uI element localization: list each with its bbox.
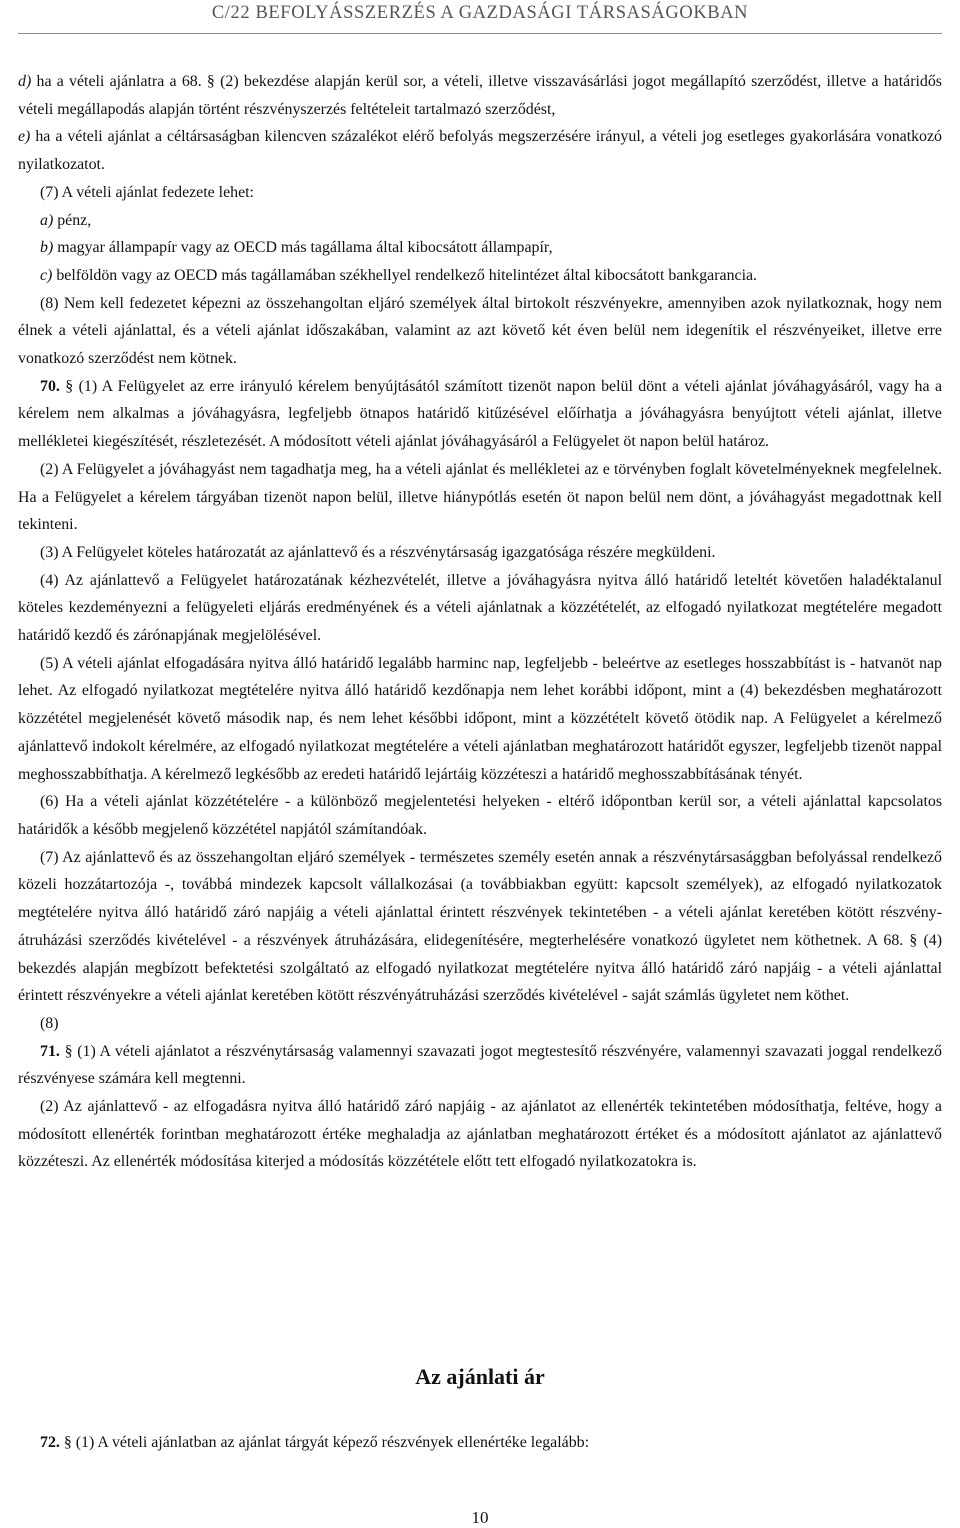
paragraph-text: magyar állampapír vagy az OECD más tagállama által kibocsátott állampapír, bbox=[53, 239, 553, 257]
header-rule bbox=[18, 33, 942, 34]
paragraph-text: (7) A vételi ajánlat fedezete lehet: bbox=[40, 183, 254, 201]
paragraph-text: (2) Az ajánlattevő - az elfogadásra nyitva álló határidő záró napjáig - az ajánlatot az ellenérték tekintetében módosíthatja, feltéve, hogy a módosított ellenérték forintban meghatározott értéke meghaladja az ajánlatban meghatározott értéket és a módosított ajánlatot az ajánlattevő közzéteszi. Az ellenérték módosítása kiterjed a módosítás közzététele előtt tett elfogadó nyilatkozatokra is. bbox=[18, 1098, 942, 1171]
list-mark: d) bbox=[18, 73, 32, 90]
section-70-1 bbox=[18, 373, 942, 456]
paragraph-text: (8) bbox=[40, 1014, 59, 1032]
paragraph-text: (2) A Felügyelet a jóváhagyást nem tagadhatja meg, ha a vételi ajánlat és mellékletei az e törvényben foglalt követelményeknek megfelelnek. Ha a Felügyelet a kérelem tárgyában tizenöt napon belül, illetve hiánypótlás esetén öt napon belül nem dönt, a jóváhagyást megadottnak kell tekinteni. bbox=[18, 460, 942, 534]
paragraph-text: (4) Az ajánlattevő a Felügyelet határozatának kézhezvételét, illetve a jóváhagyásra nyitva álló határidő leteltét követően haladéktalanul köteles kezdeményezni a felügyeleti eljárás eredményének és a vételi ajánlatnak a közzétételét, az elfogadó nyilatkozat megtételére megadott határidő kezdő és zárónapjának megjelölésével. bbox=[18, 571, 942, 645]
paragraph-text: (7) Az ajánlattevő és az összehangoltan eljáró személyek - természetes személy esetén annak a részvénytársasággban befolyással rendelkező közeli hozzátartozója -, továbbá mindezek kapcsolt vállalkozásai (a továbbiakban együtt: kapcsolt személyek), az elfogadó nyilatkozatok megtételére nyitva álló határidő záró napjáig a vételi ajánlattal érintett részvények tekintetében - a vételi ajánlat keretében kötött részvény-átruházási szerződés kivételével - a részvények átruházására, elidegenítésére, megterhelésére vonatkozó ügyletet nem köthetnek. A 68. § (4) bekezdés alapján megbízott befektetési szolgáltató az elfogadó nyilatkozat megtételére nyitva álló határidő záró napjáig - a vételi ajánlattal érintett részvényekre a vételi ajánlat keretében kötött részvényátruházási szerződés kivételével - saját számlás ügyletet nem köthet. bbox=[18, 848, 942, 1005]
paragraph-d bbox=[18, 68, 942, 123]
section-72-1 bbox=[18, 1429, 942, 1457]
body-text bbox=[18, 68, 942, 1176]
section-70-8 bbox=[18, 1010, 942, 1038]
paragraph-7a bbox=[18, 207, 942, 235]
paragraph-text: (5) A vételi ajánlat elfogadására nyitva álló határidő legalább harminc nap, legfeljebb - beleértve az esetleges hosszabbítást is - hatvanöt nap lehet. Az elfogadó nyilatkozat megtételére nyitva álló határidő kezdőnapja nem lehet korábbi időpont, mint a (4) bekezdésben meghatározott közzététel megjelenését követő második nap, és nem lehet későbbi időpont, mint a közzétételt követő ötödik nap. A Felügyelet a kérelmező ajánlattevő indokolt kérelmére, az elfogadó nyilatkozat megtételére a vételi ajánlatban meghatározott határidőt egyszer, legfeljebb tizenöt nappal meghosszabbíthatja. A kérelmező legkésőbb az eredeti határidő lejártáig közzéteszi a határidő meghosszabbításának tényét. bbox=[18, 654, 942, 783]
section-70-5 bbox=[18, 650, 942, 789]
paragraph-text: ha a vételi ajánlat a céltársaságban kilencven százalékot elérő befolyás megszerzésére irányul, a vételi jog esetleges gyakorlására vonatkozó nyilatkozatot. bbox=[18, 128, 942, 174]
section-70-3 bbox=[18, 539, 942, 567]
paragraph-text: ha a vételi ajánlatra a 68. § (2) bekezdése alapján kerül sor, a vételi, illetve visszavásárlási jogot megállapító szerződést, illetve a határidős vételi megállapodás alapján történt részvényszerzés feltételeit tartalmazó szerződést, bbox=[18, 73, 942, 118]
paragraph-text: (8) Nem kell fedezetet képezni az összehangoltan eljáró személyek által birtokolt részvényekre, amennyiben azok nyilatkoznak, hogy nem élnek a vételi ajánlattal, és a vételi ajánlat időszakában, valamint az azt követő két éven belül nem idegenítik el részvényeiket, illetve erre vonatkozó szerződést nem kötnek. bbox=[18, 294, 942, 368]
section-70-2 bbox=[18, 456, 942, 539]
list-mark: b) bbox=[40, 239, 54, 257]
paragraph-text: belföldön vagy az OECD más tagállamában székhellyel rendelkező hitelintézet által kibocsátott bankgarancia. bbox=[52, 266, 758, 284]
page-number: 10 bbox=[471, 1508, 489, 1527]
paragraph-e bbox=[18, 123, 942, 178]
running-head: C/22 BEFOLYÁSSZERZÉS A GAZDASÁGI TÁRSASÁGOKBAN bbox=[211, 3, 749, 23]
list-mark: e) bbox=[18, 128, 31, 146]
paragraph-text: pénz, bbox=[53, 211, 92, 229]
paragraph-text: § (1) A vételi ajánlatot a részvénytársaság valamennyi szavazati jogot megtestesítő részvényére, valamennyi szavazati joggal rendelkező részvényese számára kell megtenni. bbox=[18, 1042, 942, 1088]
section-70-6 bbox=[18, 788, 942, 843]
paragraph-7b bbox=[18, 234, 942, 262]
paragraph-7 bbox=[18, 179, 942, 207]
section-71-1 bbox=[18, 1038, 942, 1093]
list-mark: a) bbox=[40, 211, 54, 229]
section-70-4 bbox=[18, 567, 942, 650]
paragraph-text: (3) A Felügyelet köteles határozatát az ajánlattevő és a részvénytársaság igazgatósága részére megküldeni. bbox=[40, 543, 716, 561]
paragraph-7c bbox=[18, 262, 942, 290]
paragraph-text: § (1) A Felügyelet az erre irányuló kérelem benyújtásától számított tizenöt napon belül dönt a vételi ajánlat jóváhagyásáról, vagy ha a kérelem nem alkalmas a jóváhagyásra, legfeljebb ötnapos határidő kitűzésével előírhatja a jóváhagyásra benyújtott vételi ajánlat, illetve mellékletei kiegészítését, részletezését. A módosított vételi ajánlat jóváhagyásáról a Felügyelet öt napon belül határoz. bbox=[18, 377, 942, 451]
paragraph-8 bbox=[18, 290, 942, 373]
section-number: 70. bbox=[40, 377, 60, 395]
paragraph-text: (6) Ha a vételi ajánlat közzétételére - a különböző megjelentetési helyeken - eltérő időpontban kerül sor, a vételi ajánlattal kapcsolatos határidők a később megjelenő közzététel napjától számítandóak. bbox=[18, 793, 942, 838]
section-heading: Az ajánlati ár bbox=[415, 1364, 545, 1389]
list-mark: c) bbox=[40, 266, 53, 284]
section-number: 71. bbox=[40, 1042, 60, 1060]
paragraph-text: § (1) A vételi ajánlatban az ajánlat tárgyát képező részvények ellenértéke legalább: bbox=[59, 1434, 590, 1451]
section-number: 72. bbox=[40, 1434, 60, 1451]
section-70-7 bbox=[18, 844, 942, 1010]
section-71-2 bbox=[18, 1093, 942, 1176]
